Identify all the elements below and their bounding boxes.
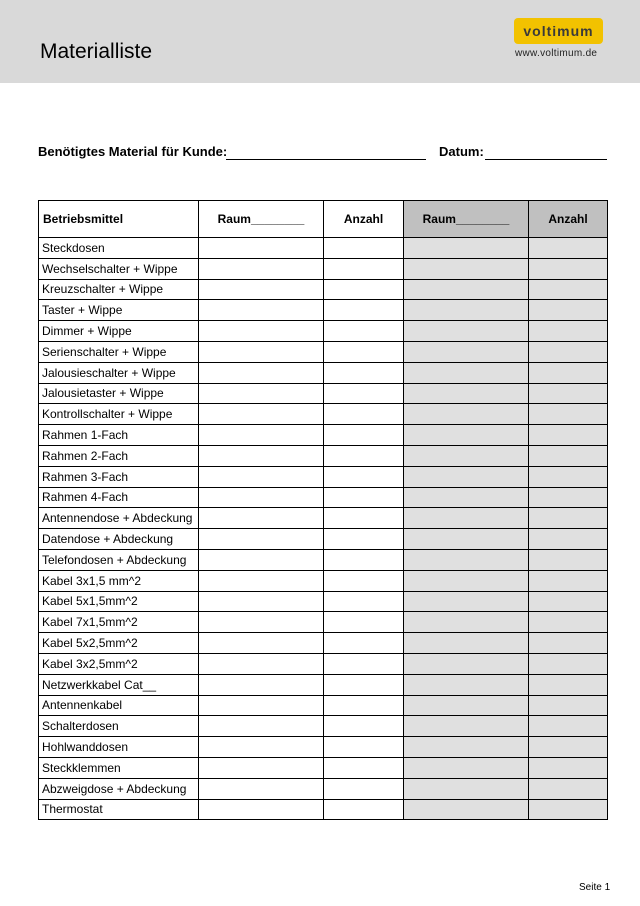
raum-1-cell[interactable] — [199, 591, 324, 612]
raum-2-cell[interactable] — [404, 321, 529, 342]
row-label: Rahmen 4-Fach — [39, 487, 199, 508]
raum-2-cell[interactable] — [404, 404, 529, 425]
anzahl-2-cell[interactable] — [529, 279, 608, 300]
anzahl-2-cell[interactable] — [529, 695, 608, 716]
table-row — [39, 383, 608, 404]
raum-1-cell[interactable] — [199, 716, 324, 737]
anzahl-2-cell[interactable] — [529, 508, 608, 529]
raum-1-cell[interactable] — [199, 653, 324, 674]
col-header-raum-1: Raum________ — [199, 201, 324, 238]
row-label: Serienschalter + Wippe — [39, 341, 199, 362]
row-label: Schalterdosen — [39, 716, 199, 737]
raum-1-cell[interactable] — [199, 258, 324, 279]
anzahl-2-cell[interactable] — [529, 633, 608, 654]
anzahl-2-cell[interactable] — [529, 341, 608, 362]
anzahl-2-cell[interactable] — [529, 737, 608, 758]
table-row — [39, 778, 608, 799]
table-row — [39, 508, 608, 529]
raum-1-cell[interactable] — [199, 674, 324, 695]
table-row — [39, 591, 608, 612]
row-label: Telefondosen + Abdeckung — [39, 549, 199, 570]
date-field[interactable] — [485, 159, 607, 160]
raum-1-cell[interactable] — [199, 383, 324, 404]
anzahl-2-cell[interactable] — [529, 612, 608, 633]
anzahl-1-cell[interactable] — [324, 799, 404, 820]
anzahl-1-cell[interactable] — [324, 383, 404, 404]
anzahl-1-cell[interactable] — [324, 300, 404, 321]
anzahl-1-cell[interactable] — [324, 778, 404, 799]
row-label: Kabel 7x1,5mm^2 — [39, 612, 199, 633]
raum-1-cell[interactable] — [199, 300, 324, 321]
raum-1-cell[interactable] — [199, 508, 324, 529]
anzahl-1-cell[interactable] — [324, 591, 404, 612]
raum-1-cell[interactable] — [199, 445, 324, 466]
raum-2-cell[interactable] — [404, 383, 529, 404]
row-label: Kreuzschalter + Wippe — [39, 279, 199, 300]
table-row — [39, 362, 608, 383]
row-label: Jalousietaster + Wippe — [39, 383, 199, 404]
anzahl-2-cell[interactable] — [529, 466, 608, 487]
row-label: Thermostat — [39, 799, 199, 820]
anzahl-1-cell[interactable] — [324, 258, 404, 279]
anzahl-2-cell[interactable] — [529, 383, 608, 404]
col-header-raum-2: Raum________ — [404, 201, 529, 238]
raum-2-cell[interactable] — [404, 633, 529, 654]
table-row — [39, 529, 608, 550]
raum-1-cell[interactable] — [199, 612, 324, 633]
anzahl-2-cell[interactable] — [529, 799, 608, 820]
table-row — [39, 612, 608, 633]
anzahl-2-cell[interactable] — [529, 487, 608, 508]
anzahl-1-cell[interactable] — [324, 425, 404, 446]
anzahl-1-cell[interactable] — [324, 445, 404, 466]
table-row — [39, 716, 608, 737]
raum-2-cell[interactable] — [404, 529, 529, 550]
row-label: Antennendose + Abdeckung — [39, 508, 199, 529]
raum-1-cell[interactable] — [199, 466, 324, 487]
raum-1-cell[interactable] — [199, 757, 324, 778]
anzahl-2-cell[interactable] — [529, 674, 608, 695]
table-row — [39, 258, 608, 279]
table-row — [39, 695, 608, 716]
row-label: Datendose + Abdeckung — [39, 529, 199, 550]
table-row — [39, 737, 608, 758]
anzahl-1-cell[interactable] — [324, 716, 404, 737]
anzahl-1-cell[interactable] — [324, 341, 404, 362]
anzahl-1-cell[interactable] — [324, 633, 404, 654]
anzahl-2-cell[interactable] — [529, 549, 608, 570]
raum-1-cell[interactable] — [199, 238, 324, 259]
voltimum-logo: voltimum — [514, 18, 603, 44]
raum-2-cell[interactable] — [404, 591, 529, 612]
row-label: Kabel 3x1,5 mm^2 — [39, 570, 199, 591]
raum-2-cell[interactable] — [404, 341, 529, 362]
row-label: Abzweigdose + Abdeckung — [39, 778, 199, 799]
table-row — [39, 799, 608, 820]
raum-2-cell[interactable] — [404, 508, 529, 529]
anzahl-2-cell[interactable] — [529, 778, 608, 799]
raum-2-cell[interactable] — [404, 425, 529, 446]
row-label: Taster + Wippe — [39, 300, 199, 321]
anzahl-1-cell[interactable] — [324, 404, 404, 425]
raum-1-cell[interactable] — [199, 529, 324, 550]
table-row — [39, 321, 608, 342]
row-label: Netzwerkkabel Cat__ — [39, 674, 199, 695]
raum-2-cell[interactable] — [404, 799, 529, 820]
row-label: Wechselschalter + Wippe — [39, 258, 199, 279]
raum-1-cell[interactable] — [199, 570, 324, 591]
table-row — [39, 300, 608, 321]
anzahl-1-cell[interactable] — [324, 238, 404, 259]
anzahl-2-cell[interactable] — [529, 445, 608, 466]
raum-2-cell[interactable] — [404, 570, 529, 591]
anzahl-1-cell[interactable] — [324, 737, 404, 758]
table-row — [39, 674, 608, 695]
raum-2-cell[interactable] — [404, 716, 529, 737]
row-label: Hohlwanddosen — [39, 737, 199, 758]
raum-2-cell[interactable] — [404, 549, 529, 570]
anzahl-2-cell[interactable] — [529, 570, 608, 591]
raum-1-cell[interactable] — [199, 279, 324, 300]
col-header-anzahl-2: Anzahl — [529, 201, 608, 238]
table-row — [39, 445, 608, 466]
row-label: Steckklemmen — [39, 757, 199, 778]
row-label: Kontrollschalter + Wippe — [39, 404, 199, 425]
raum-1-cell[interactable] — [199, 633, 324, 654]
raum-2-cell[interactable] — [404, 258, 529, 279]
row-label: Rahmen 2-Fach — [39, 445, 199, 466]
anzahl-2-cell[interactable] — [529, 425, 608, 446]
raum-2-cell[interactable] — [404, 238, 529, 259]
table-row — [39, 404, 608, 425]
anzahl-2-cell[interactable] — [529, 757, 608, 778]
raum-2-cell[interactable] — [404, 445, 529, 466]
anzahl-2-cell[interactable] — [529, 362, 608, 383]
row-label: Kabel 3x2,5mm^2 — [39, 653, 199, 674]
raum-2-cell[interactable] — [404, 653, 529, 674]
anzahl-1-cell[interactable] — [324, 695, 404, 716]
col-header-anzahl-1: Anzahl — [324, 201, 404, 238]
raum-1-cell[interactable] — [199, 695, 324, 716]
anzahl-1-cell[interactable] — [324, 674, 404, 695]
row-label: Dimmer + Wippe — [39, 321, 199, 342]
raum-1-cell[interactable] — [199, 321, 324, 342]
table-row — [39, 570, 608, 591]
customer-label: Benötigtes Material für Kunde: — [38, 144, 228, 159]
table-header-row — [39, 201, 608, 238]
date-label: Datum: — [439, 144, 484, 159]
table-row — [39, 487, 608, 508]
anzahl-1-cell[interactable] — [324, 279, 404, 300]
anzahl-1-cell[interactable] — [324, 549, 404, 570]
row-label: Kabel 5x2,5mm^2 — [39, 633, 199, 654]
anzahl-1-cell[interactable] — [324, 466, 404, 487]
raum-2-cell[interactable] — [404, 757, 529, 778]
anzahl-1-cell[interactable] — [324, 612, 404, 633]
raum-2-cell[interactable] — [404, 737, 529, 758]
raum-2-cell[interactable] — [404, 487, 529, 508]
raum-2-cell[interactable] — [404, 695, 529, 716]
raum-1-cell[interactable] — [199, 487, 324, 508]
raum-1-cell[interactable] — [199, 799, 324, 820]
anzahl-2-cell[interactable] — [529, 591, 608, 612]
raum-1-cell[interactable] — [199, 549, 324, 570]
anzahl-2-cell[interactable] — [529, 404, 608, 425]
row-label: Antennenkabel — [39, 695, 199, 716]
anzahl-1-cell[interactable] — [324, 487, 404, 508]
anzahl-1-cell[interactable] — [324, 508, 404, 529]
row-label: Kabel 5x1,5mm^2 — [39, 591, 199, 612]
table-row — [39, 549, 608, 570]
raum-1-cell[interactable] — [199, 425, 324, 446]
anzahl-1-cell[interactable] — [324, 653, 404, 674]
table-row — [39, 757, 608, 778]
material-table — [38, 200, 608, 820]
anzahl-2-cell[interactable] — [529, 258, 608, 279]
raum-2-cell[interactable] — [404, 778, 529, 799]
page-title: Materialliste — [40, 40, 153, 63]
raum-1-cell[interactable] — [199, 362, 324, 383]
raum-2-cell[interactable] — [404, 300, 529, 321]
anzahl-1-cell[interactable] — [324, 529, 404, 550]
raum-2-cell[interactable] — [404, 612, 529, 633]
anzahl-2-cell[interactable] — [529, 300, 608, 321]
anzahl-2-cell[interactable] — [529, 238, 608, 259]
anzahl-2-cell[interactable] — [529, 653, 608, 674]
raum-1-cell[interactable] — [199, 341, 324, 362]
raum-2-cell[interactable] — [404, 466, 529, 487]
table-row — [39, 653, 608, 674]
anzahl-2-cell[interactable] — [529, 716, 608, 737]
table-row — [39, 238, 608, 259]
anzahl-1-cell[interactable] — [324, 321, 404, 342]
raum-2-cell[interactable] — [404, 279, 529, 300]
raum-2-cell[interactable] — [404, 362, 529, 383]
raum-1-cell[interactable] — [199, 404, 324, 425]
col-header-betriebsmittel: Betriebsmittel — [39, 201, 199, 238]
table-row — [39, 279, 608, 300]
table-row — [39, 466, 608, 487]
anzahl-1-cell[interactable] — [324, 757, 404, 778]
row-label: Rahmen 3-Fach — [39, 466, 199, 487]
anzahl-2-cell[interactable] — [529, 321, 608, 342]
raum-1-cell[interactable] — [199, 737, 324, 758]
table-row — [39, 341, 608, 362]
table-row — [39, 633, 608, 654]
raum-2-cell[interactable] — [404, 674, 529, 695]
website-url: www.voltimum.de — [515, 48, 598, 59]
customer-field[interactable] — [226, 159, 426, 160]
anzahl-1-cell[interactable] — [324, 362, 404, 383]
row-label: Steckdosen — [39, 238, 199, 259]
row-label: Jalousieschalter + Wippe — [39, 362, 199, 383]
anzahl-1-cell[interactable] — [324, 570, 404, 591]
page-header — [0, 0, 640, 83]
page-number: Seite 1 — [579, 882, 611, 893]
row-label: Rahmen 1-Fach — [39, 425, 199, 446]
table-row — [39, 425, 608, 446]
raum-1-cell[interactable] — [199, 778, 324, 799]
anzahl-2-cell[interactable] — [529, 529, 608, 550]
